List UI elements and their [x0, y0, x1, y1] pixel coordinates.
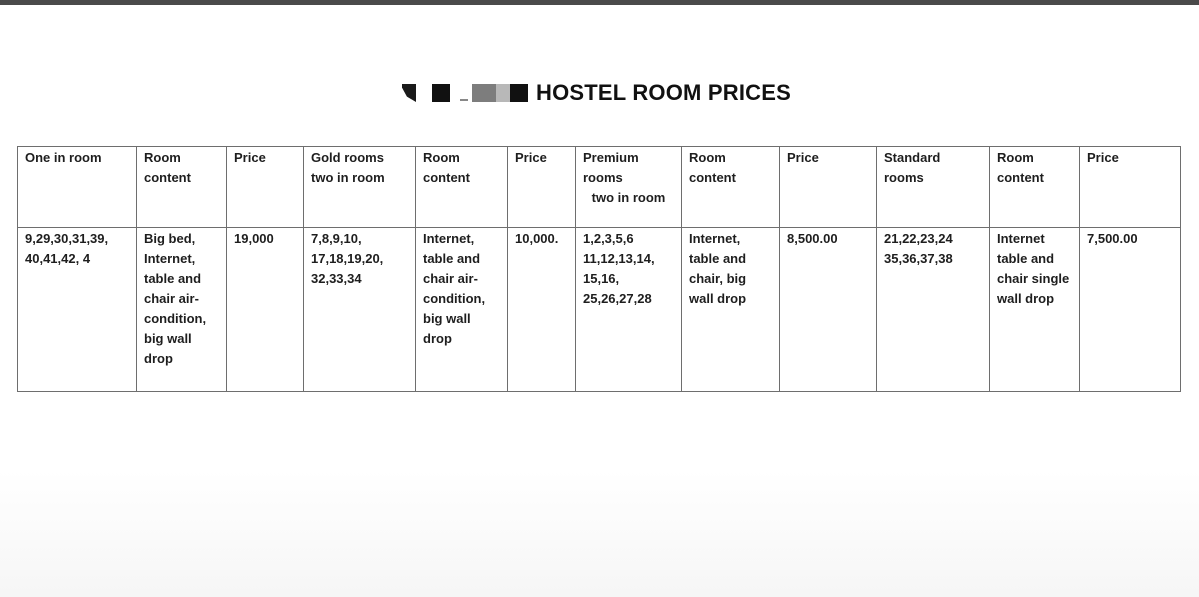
- table-cell: 7,8,9,10, 17,18,19,20, 32,33,34: [304, 228, 416, 392]
- header-cell: Price: [508, 147, 576, 228]
- table-cell: 9,29,30,31,39, 40,41,42, 4: [18, 228, 137, 392]
- top-edge-bar: [0, 0, 1199, 5]
- header-cell: Gold rooms two in room: [304, 147, 416, 228]
- table-row: [18, 228, 1181, 392]
- table-cell: 8,500.00: [780, 228, 877, 392]
- table-cell: Internet, table and chair, big wall drop: [682, 228, 780, 392]
- table-cell: 1,2,3,5,6 11,12,13,14, 15,16, 25,26,27,28: [576, 228, 682, 392]
- header-cell: Standard rooms: [877, 147, 990, 228]
- header-cell: Room content: [137, 147, 227, 228]
- page-title: HOSTEL ROOM PRICES: [536, 80, 791, 105]
- redacted-text: [402, 82, 528, 104]
- table-cell: 21,22,23,24 35,36,37,38: [877, 228, 990, 392]
- header-cell: Price: [780, 147, 877, 228]
- room-price-table: [17, 146, 1181, 392]
- header-cell-label: Premium rooms: [583, 150, 639, 185]
- table-cell: 10,000.: [508, 228, 576, 392]
- table-header-row: [18, 147, 1181, 228]
- header-cell: Room content: [416, 147, 508, 228]
- header-cell: Room content: [682, 147, 780, 228]
- header-cell-premium: [576, 147, 682, 228]
- table-cell: Internet table and chair single wall drop: [990, 228, 1080, 392]
- header-cell: Price: [1080, 147, 1181, 228]
- table-cell: 7,500.00: [1080, 228, 1181, 392]
- table-cell: 19,000: [227, 228, 304, 392]
- table-cell: Big bed, Internet, table and chair air-condition, big wall drop: [137, 228, 227, 392]
- header-cell: Price: [227, 147, 304, 228]
- header-cell-subline: two in room: [591, 190, 666, 205]
- header-cell: One in room: [18, 147, 137, 228]
- title-row: [0, 78, 1199, 108]
- header-cell: Room content: [990, 147, 1080, 228]
- table-cell: Internet, table and chair air-condition, big wall drop: [416, 228, 508, 392]
